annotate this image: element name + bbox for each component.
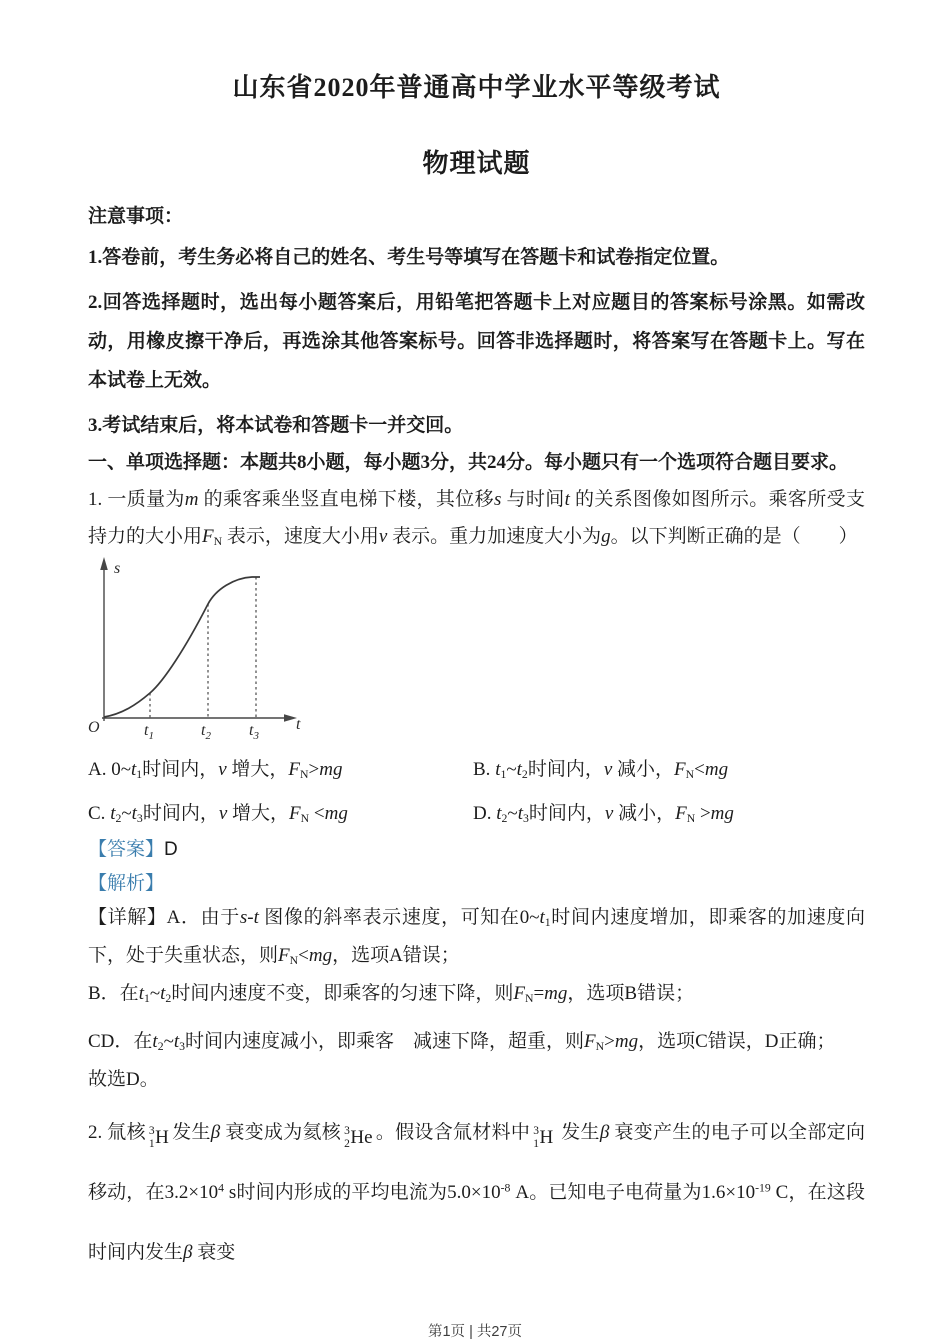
graph-tick-t1: $t_1$ xyxy=(144,722,154,741)
st-curve xyxy=(104,577,260,717)
detail-paragraph-b: B．在$t_1\sim t_2$时间内速度不变，即乘客的匀速下降，则$F_N=mg$，选项B错误； xyxy=(88,983,695,1005)
graph-tick-t3: $t_3$ xyxy=(249,722,259,741)
answer-label: 【答案】 xyxy=(88,839,165,860)
analysis-label: 【解析】 xyxy=(88,873,165,894)
y-axis-arrow-icon xyxy=(100,557,108,570)
graph-x-label: t xyxy=(296,716,301,733)
notice-item-3: 3.考试结束后，将本试卷和答题卡一并交回。 xyxy=(88,415,464,436)
notice-item-2: 2.回答选择题时，选出每小题答案后，用铅笔把答题卡上对应题目的答案标号涂黑。如需改动，用橡皮擦干净后，再选涂其他答案标号。回答非选择题时，将答案写在答题卡上。写在本试卷上无效。 xyxy=(88,292,865,391)
detail-paragraph-cd: CD．在$t_2\sim t_3$时间内速度减小，即乘客 减速下降，超重，则$F_N>mg$，选项C错误，D正确； xyxy=(88,1031,836,1053)
question-1-options xyxy=(88,755,865,829)
graph-tick-t2: $t_2$ xyxy=(201,722,211,741)
detail-conclusion: 故选D。 xyxy=(88,1069,159,1090)
st-graph xyxy=(88,551,328,741)
page-subtitle: 物理试题 xyxy=(422,149,531,178)
notice-item-1: 1.答卷前，考生务必将自己的姓名、考生号等填写在答题卡和试卷指定位置。 xyxy=(88,247,730,268)
graph-origin-label: O xyxy=(88,719,100,736)
st-graph-figure xyxy=(88,551,865,741)
option-a: A. $0\sim t_1$时间内，v 增大，$F_N>mg$ xyxy=(88,759,343,781)
question-1-text: 1. 一质量为m 的乘客乘坐竖直电梯下楼，其位移s 与时间t 的关系图像如图所示。乘客所受支持力的大小用$F_N$ 表示，速度大小用v 表示。重力加速度大小为g。以下判断正确的是（ ） xyxy=(88,489,865,548)
analysis-line xyxy=(88,869,865,899)
section-heading: 一、单项选择题：本题共8小题，每小题3分，共24分。每小题只有一个选项符合题目要求。 xyxy=(88,452,849,473)
option-b: B. $t_1\sim t_2$时间内，v 减小，$F_N<mg$ xyxy=(473,759,729,781)
option-c: C. $t_2\sim t_3$时间内，v 增大，$F_N <mg$ xyxy=(88,803,348,825)
answer-line xyxy=(88,835,865,865)
page-title: 山东省2020年普通高中学业水平等级考试 xyxy=(232,73,721,102)
question-2-text: 2. 氚核 3 1 H 发生β 衰变成为氦核 3 2 He 。假设含氚材料中 3 1 H 发生β 衰变产生的电子可以全部定向移动，在$3.2\times 10^4$ s时间内形成的平均电流为$5.0\times 10^{-8}$ A。已知电子电荷量为$1.6\times 10^{-19}$ C，在这段时间内发生β 衰变 xyxy=(88,1122,865,1263)
notice-heading: 注意事项： xyxy=(88,206,184,227)
page-footer: 第1页 | 共27页 xyxy=(427,1324,523,1340)
option-d: D. $t_2\sim t_3$时间内，v 减小，$F_N >mg$ xyxy=(473,803,734,825)
answer-value: D xyxy=(164,839,178,860)
graph-y-label: s xyxy=(114,560,121,577)
detail-paragraph-a: 【详解】A．由于s-t 图像的斜率表示速度，可知在$0\sim t_1$时间内速度增加，即乘客的加速度向下，处于失重状态，则$F_N<mg$，选项A错误； xyxy=(88,907,865,967)
